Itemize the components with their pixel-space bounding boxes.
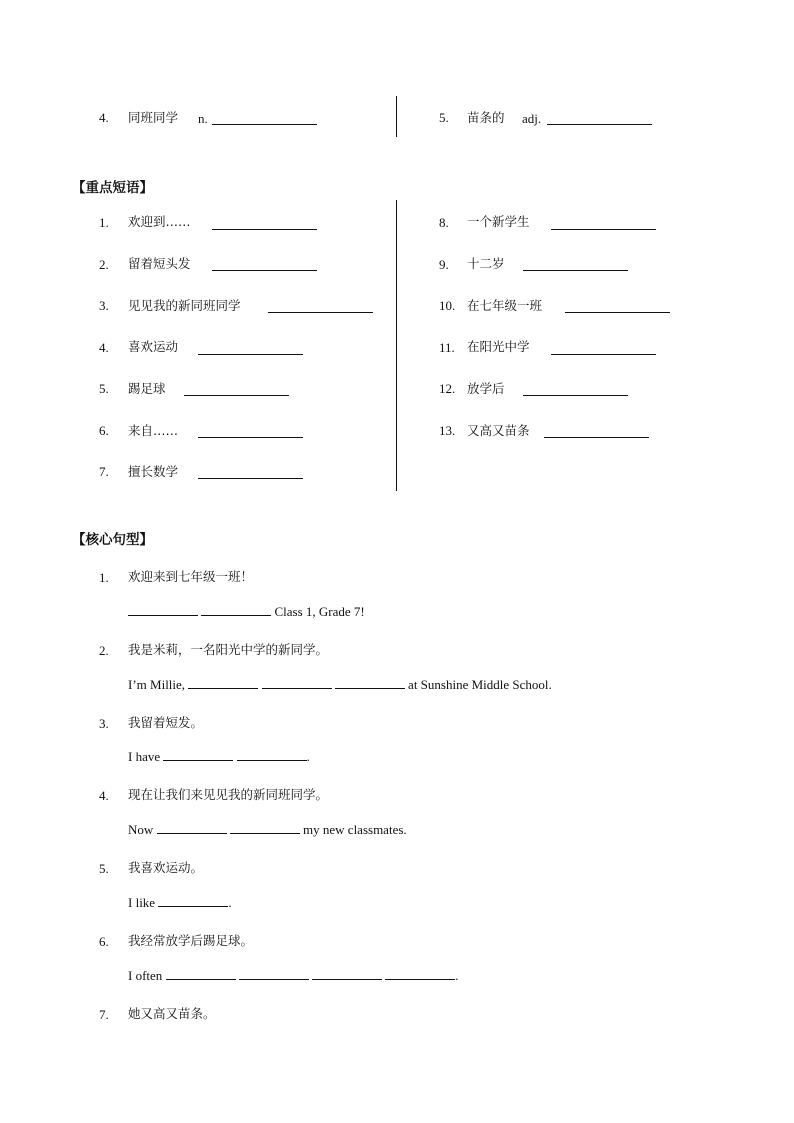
answer-blank[interactable] (551, 229, 656, 230)
answer-blank[interactable] (198, 437, 303, 438)
answer-blank[interactable] (166, 968, 236, 980)
answer-blank[interactable] (547, 124, 652, 125)
answer-blank[interactable] (198, 478, 303, 479)
sentence-number: 2. (99, 643, 109, 658)
vocab-chinese: 同班同学 (128, 110, 179, 125)
answer-blank[interactable] (201, 604, 271, 616)
section-heading-core-sentences: 【核心句型】 (72, 532, 153, 548)
sentence-chinese: 我喜欢运动。 (128, 860, 204, 875)
sentence-english-prefix: Now (128, 822, 154, 837)
answer-blank[interactable] (523, 270, 628, 271)
sentence-number: 3. (99, 716, 109, 731)
sentence-english-suffix: Class 1, Grade 7! (274, 604, 365, 619)
answer-blank[interactable] (212, 124, 317, 125)
sentence-english-suffix: . (306, 749, 310, 764)
phrase-chinese: 喜欢运动 (128, 339, 179, 354)
phrase-chinese: 见见我的新同班同学 (128, 298, 241, 313)
sentence-number: 1. (99, 570, 109, 585)
phrase-chinese: 来自…… (128, 423, 179, 438)
column-divider (396, 200, 397, 491)
answer-blank[interactable] (157, 822, 227, 834)
phrase-number: 12. (439, 381, 456, 396)
phrase-number: 2. (99, 257, 109, 272)
answer-blank[interactable] (230, 822, 300, 834)
sentence-number: 4. (99, 788, 109, 803)
phrase-number: 13. (439, 423, 456, 438)
answer-blank[interactable] (262, 677, 332, 689)
phrase-chinese: 在七年级一班 (467, 298, 543, 313)
vocab-part-of-speech: adj. (522, 111, 542, 126)
sentence-chinese: 她又高又苗条。 (128, 1006, 216, 1021)
phrase-number: 9. (439, 257, 449, 272)
phrase-chinese: 留着短头发 (128, 256, 191, 271)
answer-blank[interactable] (312, 968, 382, 980)
sentence-english-suffix: my new classmates. (303, 822, 407, 837)
answer-blank[interactable] (385, 968, 455, 980)
vocab-number: 4. (99, 110, 109, 125)
phrase-number: 6. (99, 423, 109, 438)
phrase-number: 10. (439, 298, 456, 313)
sentence-english-prefix: I’m Millie, (128, 677, 186, 692)
answer-blank[interactable] (544, 437, 649, 438)
sentence-chinese: 现在让我们来见见我的新同班同学。 (128, 787, 329, 802)
answer-blank[interactable] (184, 395, 289, 396)
sentence-english (128, 895, 232, 911)
phrase-number: 11. (439, 340, 455, 355)
answer-blank[interactable] (565, 312, 670, 313)
sentence-english (128, 968, 459, 984)
phrase-number: 7. (99, 464, 109, 479)
sentence-english (128, 677, 552, 693)
answer-blank[interactable] (335, 677, 405, 689)
answer-blank[interactable] (239, 968, 309, 980)
phrase-chinese: 一个新学生 (467, 214, 530, 229)
answer-blank[interactable] (237, 749, 307, 761)
sentence-chinese: 我留着短发。 (128, 715, 204, 730)
vocab-part-of-speech: n. (198, 111, 208, 126)
sentence-number: 5. (99, 861, 109, 876)
phrase-chinese: 踢足球 (128, 381, 166, 396)
vocab-chinese: 苗条的 (467, 110, 505, 125)
sentence-english-suffix: at Sunshine Middle School. (408, 677, 552, 692)
sentence-english-prefix: I often (128, 968, 163, 983)
phrase-chinese: 擅长数学 (128, 464, 179, 479)
phrase-number: 8. (439, 215, 449, 230)
phrase-number: 5. (99, 381, 109, 396)
answer-blank[interactable] (128, 604, 198, 616)
answer-blank[interactable] (158, 895, 228, 907)
phrase-chinese: 在阳光中学 (467, 339, 530, 354)
vocab-number: 5. (439, 110, 449, 125)
section-heading-key-phrases: 【重点短语】 (72, 180, 153, 196)
sentence-number: 6. (99, 934, 109, 949)
answer-blank[interactable] (163, 749, 233, 761)
phrase-chinese: 十二岁 (467, 256, 505, 271)
sentence-english-suffix: . (228, 895, 232, 910)
sentence-english-suffix: . (455, 968, 459, 983)
phrase-number: 3. (99, 298, 109, 313)
sentence-chinese: 我是米莉，一名阳光中学的新同学。 (128, 642, 329, 657)
phrase-chinese: 又高又苗条 (467, 423, 530, 438)
sentence-english (128, 604, 365, 620)
answer-blank[interactable] (212, 229, 317, 230)
answer-blank[interactable] (198, 354, 303, 355)
phrase-chinese: 放学后 (467, 381, 505, 396)
sentence-english (128, 749, 310, 765)
sentence-english-prefix: I like (128, 895, 156, 910)
phrase-number: 1. (99, 215, 109, 230)
phrase-number: 4. (99, 340, 109, 355)
answer-blank[interactable] (523, 395, 628, 396)
answer-blank[interactable] (188, 677, 258, 689)
phrase-chinese: 欢迎到…… (128, 214, 191, 229)
answer-blank[interactable] (268, 312, 373, 313)
answer-blank[interactable] (551, 354, 656, 355)
answer-blank[interactable] (212, 270, 317, 271)
sentence-english (128, 822, 407, 838)
sentence-chinese: 我经常放学后踢足球。 (128, 933, 254, 948)
sentence-english-prefix: I have (128, 749, 161, 764)
sentence-chinese: 欢迎来到七年级一班！ (128, 569, 254, 584)
sentence-number: 7. (99, 1007, 109, 1022)
column-divider (396, 96, 397, 137)
